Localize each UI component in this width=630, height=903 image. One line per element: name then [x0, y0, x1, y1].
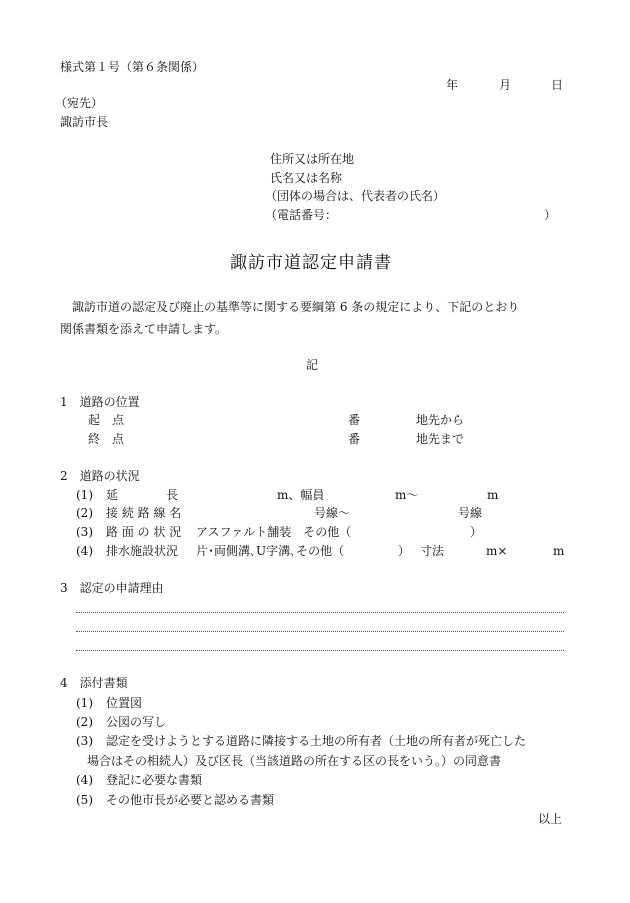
- attachment-5-text: その他市長が必要と認める書類: [106, 793, 275, 807]
- row1-length-unit: m、幅員: [277, 488, 325, 502]
- addressee-label: （宛先）: [55, 96, 104, 110]
- date-month-label: 月: [499, 78, 512, 92]
- attachment-5-number: (5): [76, 793, 93, 807]
- row4-drainage-options: 片･両側溝､U字溝､その他（: [196, 544, 345, 558]
- row3-close: ）: [470, 525, 483, 539]
- end-point-label: 終 点: [88, 432, 125, 446]
- attachment-3-number: (3): [76, 734, 93, 748]
- row3-number: (3): [76, 525, 93, 539]
- section4-heading: 4 添付書類: [60, 676, 128, 690]
- row1-width-min-unit: m～: [395, 488, 419, 502]
- row3-label: 路 面 の 状 況: [106, 525, 182, 539]
- applicant-phone-close: ）: [544, 208, 557, 222]
- row2-route-to: 号線: [458, 506, 483, 520]
- row1-width-max-unit: m: [487, 488, 499, 502]
- row2-label: 接 続 路 線 名: [106, 506, 182, 520]
- attachment-1-text: 位置図: [106, 696, 143, 710]
- applicant-name-label: 氏名又は名称: [270, 171, 343, 185]
- reason-line-1[interactable]: [76, 612, 564, 613]
- date-day-label: 日: [551, 78, 564, 92]
- start-point-label: 起 点: [88, 413, 125, 427]
- ki-label: 記: [306, 358, 319, 372]
- section1-heading: 1 道路の位置: [60, 395, 140, 409]
- applicant-address-label: 住所又は所在地: [270, 152, 355, 166]
- attachment-2-text: 公図の写し: [106, 715, 167, 729]
- addressee-name: 諏訪市長: [60, 115, 109, 129]
- row4-size-label: 寸法: [420, 544, 445, 558]
- row4-size-width-unit: m×: [486, 544, 508, 558]
- attachment-4-text: 登記に必要な書類: [106, 773, 203, 787]
- row4-label: 排水施設状況: [106, 544, 179, 558]
- reason-line-2[interactable]: [76, 631, 564, 632]
- start-point-ban: 番: [348, 413, 361, 427]
- row4-number: (4): [76, 544, 93, 558]
- date-year-label: 年: [446, 78, 459, 92]
- intro-line-2: 関係書類を添えて申請します。: [60, 322, 228, 336]
- row2-route-from: 号線～: [314, 506, 351, 520]
- start-point-suffix: 地先から: [416, 413, 465, 427]
- row1-number: (1): [76, 488, 93, 502]
- document-title: 諏訪市道認定申請書: [230, 253, 392, 273]
- section3-heading: 3 認定の申請理由: [60, 581, 164, 595]
- row1-label: 延 長: [106, 488, 179, 502]
- end-point-ban: 番: [348, 432, 361, 446]
- attachment-3-text: 認定を受けようとする道路に隣接する土地の所有者（土地の所有者が死亡した: [106, 734, 527, 748]
- end-point-suffix: 地先まで: [416, 432, 465, 446]
- row3-surface-options: アスファルト舗装 その他（: [196, 525, 352, 539]
- applicant-group-note: （団体の場合は、代表者の氏名）: [265, 189, 446, 203]
- applicant-phone-label: （電話番号：: [265, 208, 338, 222]
- reason-line-3[interactable]: [76, 650, 564, 651]
- row4-close: ）: [398, 544, 411, 558]
- attachment-2-number: (2): [76, 715, 93, 729]
- attachment-1-number: (1): [76, 696, 93, 710]
- row4-size-depth-unit: m: [553, 544, 565, 558]
- attachment-4-number: (4): [76, 773, 93, 787]
- intro-line-1: 諏訪市道の認定及び廃止の基準等に関する要綱第 6 条の規定により、下記のとおり: [72, 300, 520, 314]
- row2-number: (2): [76, 506, 93, 520]
- closing-ijo: 以上: [538, 812, 563, 826]
- section2-heading: 2 道路の状況: [60, 469, 140, 483]
- form-number: 様式第１号（第６条関係）: [60, 60, 205, 74]
- attachment-3-text-cont: 場合はその相続人）及び区長（当該道路の所在する区の長をいう。）の同意書: [87, 754, 502, 768]
